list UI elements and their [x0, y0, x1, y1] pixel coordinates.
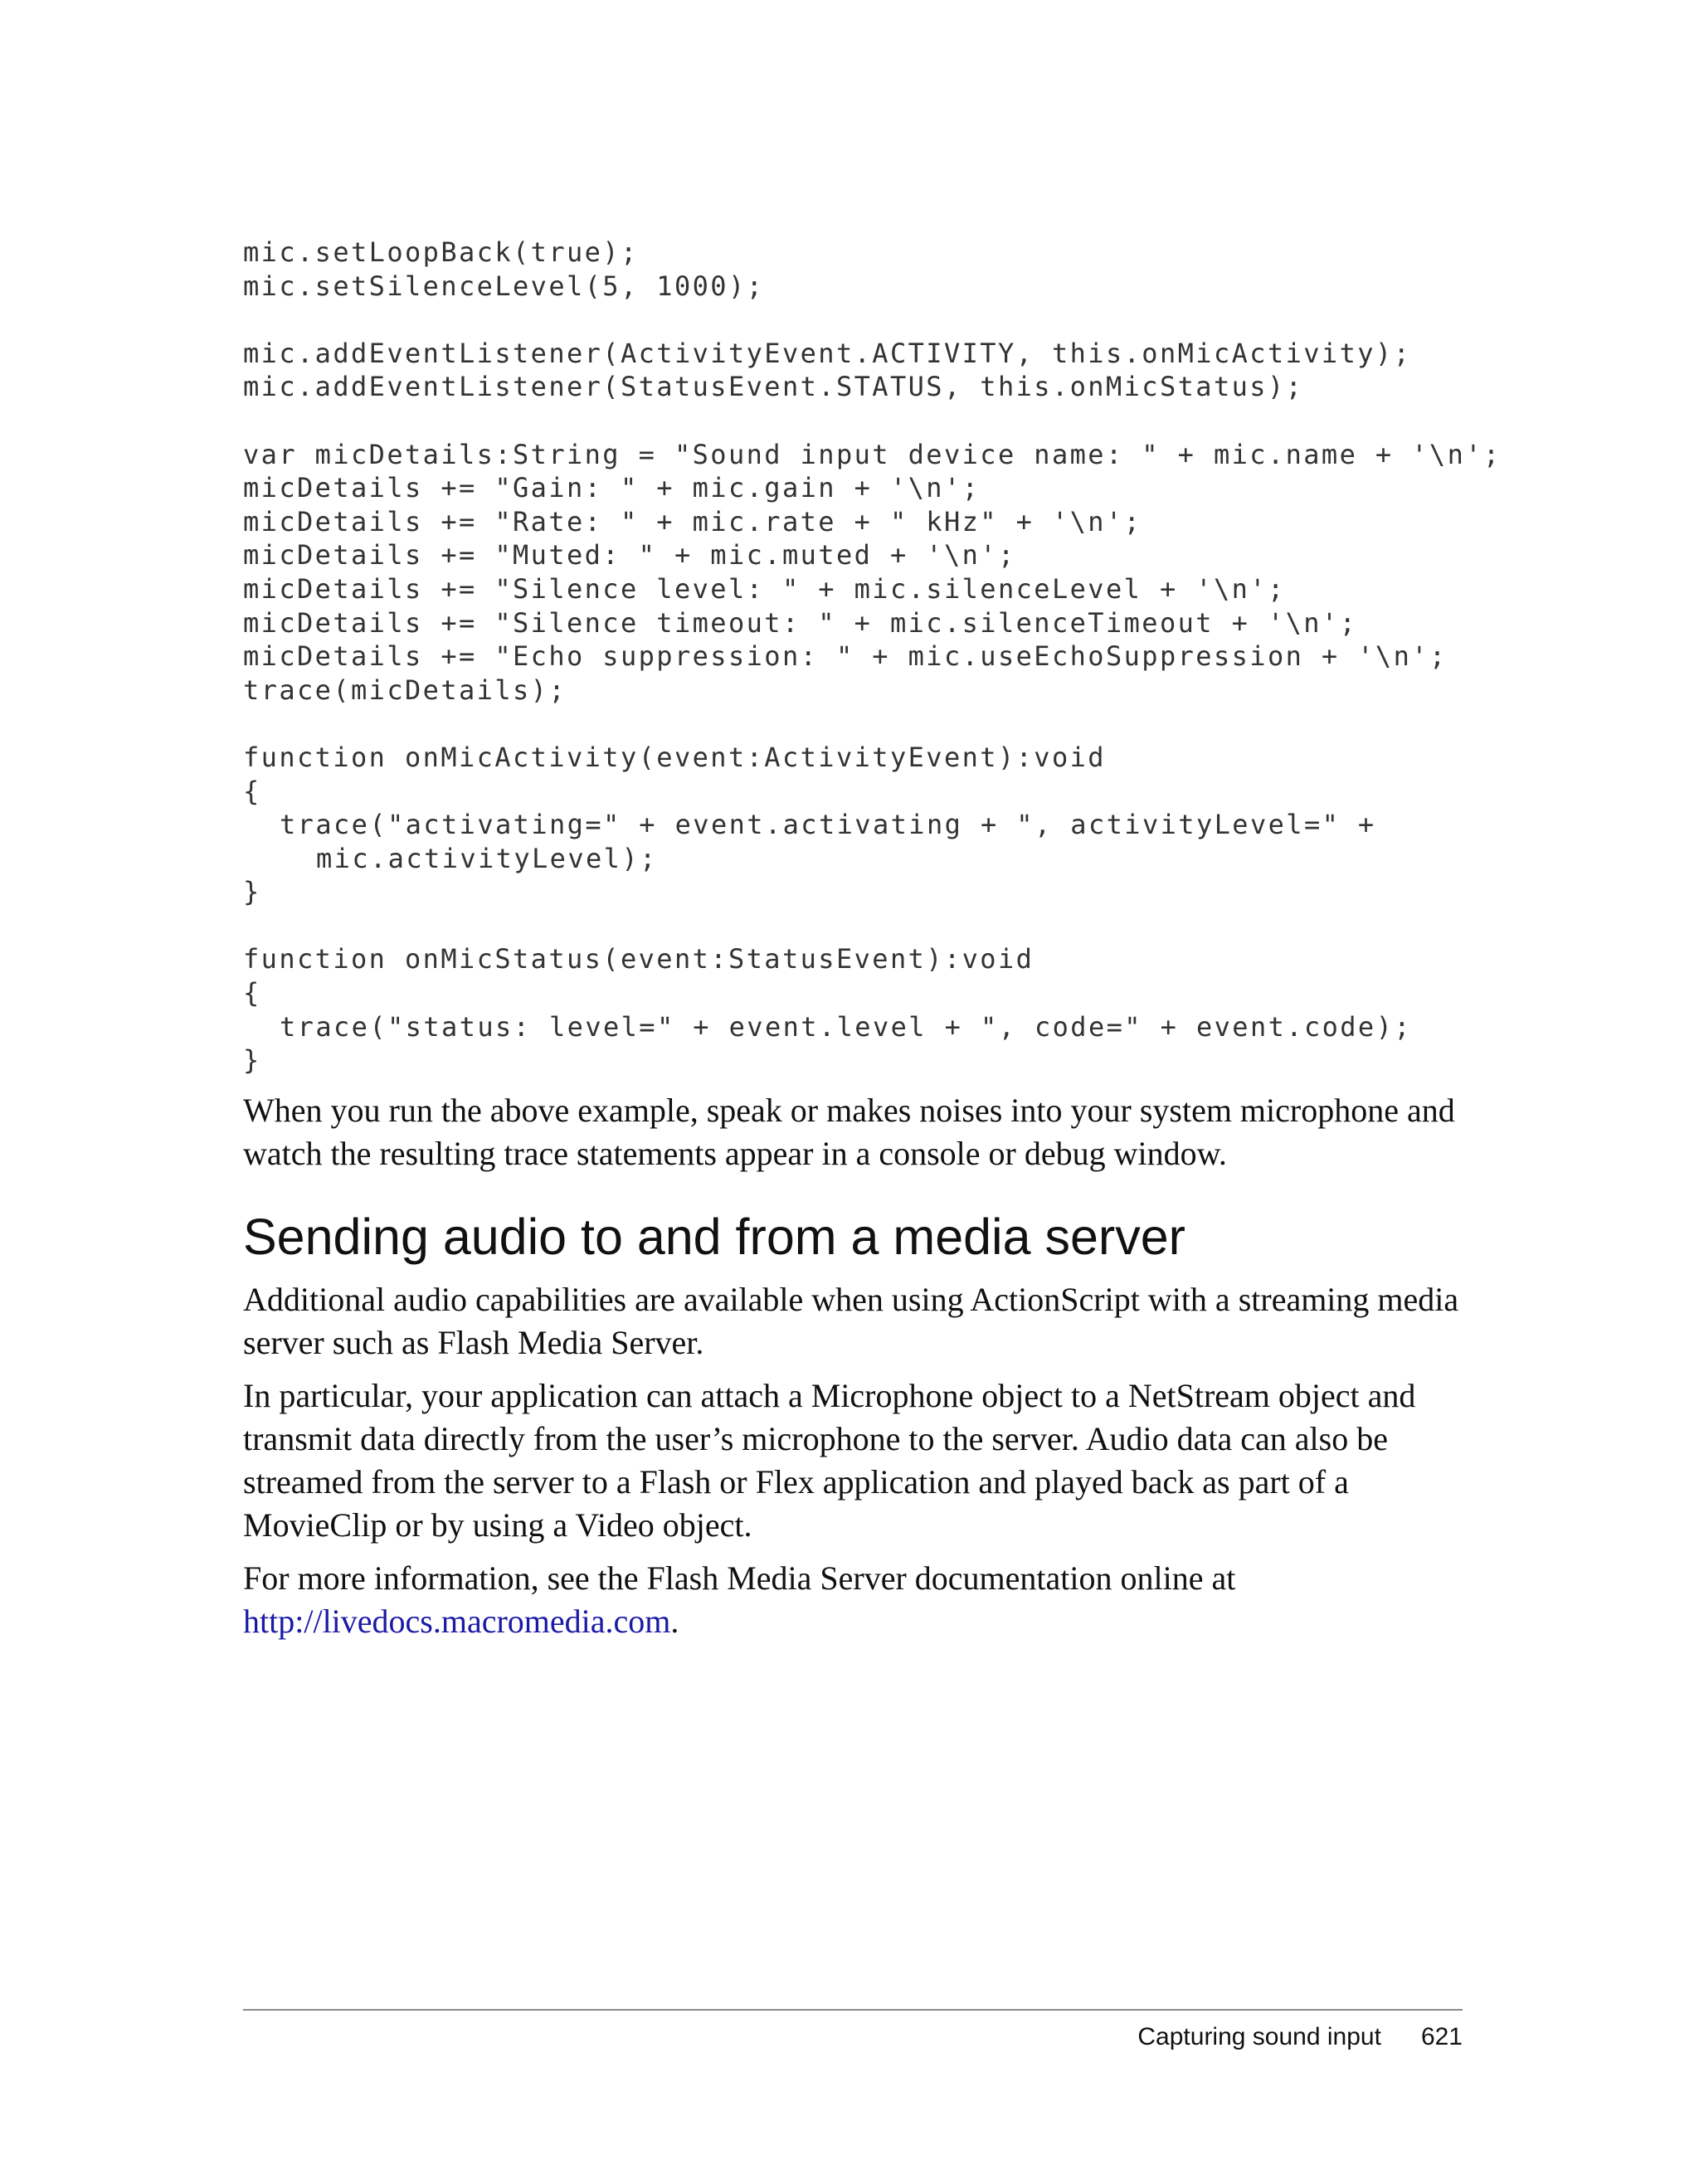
footer-divider — [243, 2009, 1463, 2011]
intro-paragraph: When you run the above example, speak or makes noises into your system microphone and watch the resulting trace statements appear in a console or debug window. — [243, 1091, 1455, 1172]
section-paragraph: Additional audio capabilities are available when using ActionScript with a streaming media server such as Flash Media Server. — [243, 1280, 1459, 1361]
more-info-prefix: For more information, see the Flash Media Server documentation online at — [243, 1559, 1236, 1597]
code-line: function onMicActivity(event:ActivityEvent):void — [243, 741, 1106, 773]
code-line — [243, 303, 1463, 337]
more-info-paragraph — [243, 1557, 1463, 1643]
code-block — [243, 236, 1502, 1077]
code-line: { — [243, 977, 261, 1009]
page-number: 621 — [1420, 2023, 1463, 2050]
code-line: mic.activityLevel); — [316, 842, 658, 874]
code-line: mic.addEventListener(StatusEvent.STATUS, this.onMicStatus); — [243, 371, 1304, 403]
code-line: mic.addEventListener(ActivityEvent.ACTIVITY, this.onMicActivity); — [243, 337, 1412, 369]
code-line: } — [243, 876, 261, 908]
code-line: micDetails += "Rate: " + mic.rate + " kHz" + '\n'; — [243, 505, 1142, 537]
code-line: micDetails += "Silence timeout: " + mic.silenceTimeout + '\n'; — [243, 606, 1358, 639]
page-content — [243, 236, 1502, 1643]
code-line: trace(micDetails); — [243, 674, 567, 706]
code-line: micDetails += "Gain: " + mic.gain + '\n'; — [243, 472, 981, 504]
section-paragraph: In particular, your application can attach a Microphone object to a NetStream object and transmit data directly from the user’s microphone to the server. Audio data can also be streamed from the server to a Flash or Flex application and played back as part of a MovieClip or by using a Video object. — [243, 1376, 1416, 1544]
code-line: mic.setSilenceLevel(5, 1000); — [243, 270, 765, 302]
code-line: function onMicStatus(event:StatusEvent):void — [243, 943, 1034, 975]
code-line — [243, 707, 1463, 741]
code-line: micDetails += "Muted: " + mic.muted + '\n'; — [243, 539, 1016, 572]
page-footer — [243, 2021, 1463, 2054]
code-line: trace("activating=" + event.activating + ", activityLevel=" + — [280, 809, 1376, 841]
documentation-link[interactable]: http://livedocs.macromedia.com — [243, 1602, 671, 1640]
code-line: micDetails += "Silence level: " + mic.silenceLevel + '\n'; — [243, 572, 1286, 605]
code-line — [243, 909, 1463, 943]
code-line: var micDetails:String = "Sound input device name: " + mic.name + '\n'; — [243, 438, 1502, 470]
code-line: mic.setLoopBack(true); — [243, 236, 639, 268]
code-line: micDetails += "Echo suppression: " + mic.useEchoSuppression + '\n'; — [243, 640, 1448, 673]
code-line: trace("status: level=" + event.level + ", code=" + event.code); — [280, 1010, 1412, 1043]
more-info-suffix: . — [670, 1602, 679, 1640]
code-line: } — [243, 1044, 261, 1077]
code-line — [243, 404, 1463, 438]
footer-section-title: Capturing sound input — [1137, 2023, 1381, 2050]
code-line: { — [243, 775, 261, 807]
section-heading: Sending audio to and from a media server — [243, 1208, 1185, 1265]
